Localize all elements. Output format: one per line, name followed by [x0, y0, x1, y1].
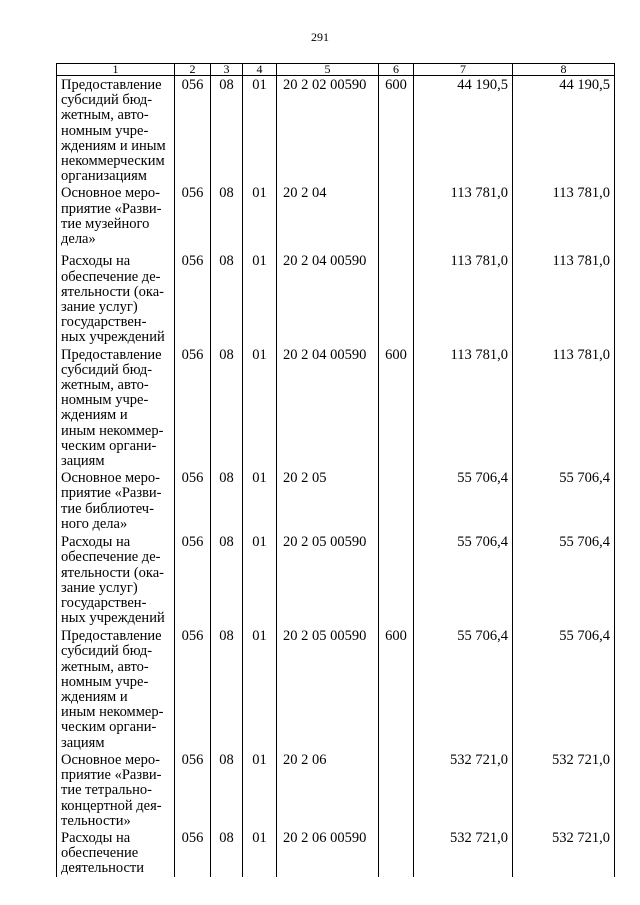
amount-col-7: 44 190,5: [414, 76, 513, 185]
ministry-code: 056: [175, 627, 211, 751]
page-number: 291: [311, 30, 329, 44]
subsection-code: 01: [243, 533, 277, 627]
table-row: [57, 829, 615, 877]
table-row: [57, 751, 615, 829]
table-row: [57, 627, 615, 751]
target-item-code: 20 2 06 00590: [277, 829, 379, 877]
section-code: 08: [211, 76, 243, 185]
amount-col-8: 532 721,0: [513, 829, 615, 877]
column-header: 7: [414, 64, 513, 76]
table-row: [57, 533, 615, 627]
subsection-code: 01: [243, 469, 277, 533]
amount-col-7: 532 721,0: [414, 829, 513, 877]
expense-type-code: [379, 184, 414, 252]
section-code: 08: [211, 627, 243, 751]
subsection-code: 01: [243, 184, 277, 252]
expense-name-text: Предоставление субсидий бюд- жетным, авто- номным учре- ждениям и иным некоммер- ческим органи- зациям: [61, 628, 164, 751]
expense-type-code: [379, 751, 414, 829]
target-item-code: 20 2 04 00590: [277, 252, 379, 345]
section-code: 08: [211, 469, 243, 533]
table-row: [57, 252, 615, 345]
expense-type-code: 600: [379, 627, 414, 751]
table-row: [57, 346, 615, 470]
expense-name-text: Предоставление субсидий бюд- жетным, авто- номным учре- ждениям и иным некоммерческим организациям: [61, 77, 166, 185]
target-item-code: 20 2 02 00590: [277, 76, 379, 185]
amount-col-7: 113 781,0: [414, 252, 513, 345]
column-number-header: [57, 64, 615, 76]
target-item-code: 20 2 04 00590: [277, 346, 379, 470]
amount-col-8: 55 706,4: [513, 469, 615, 533]
ministry-code: 056: [175, 533, 211, 627]
table-row: [57, 469, 615, 533]
column-header: 1: [57, 64, 175, 76]
expense-name: [57, 469, 175, 533]
section-code: 08: [211, 829, 243, 877]
amount-col-7: 55 706,4: [414, 533, 513, 627]
ministry-code: 056: [175, 184, 211, 252]
expense-name-text: Расходы на обеспечение де- ятельности (ока- зание услуг) государствен- ных учреждений: [61, 253, 165, 346]
section-code: 08: [211, 751, 243, 829]
amount-col-7: 55 706,4: [414, 469, 513, 533]
expense-name: [57, 829, 175, 877]
expense-name: [57, 184, 175, 252]
subsection-code: 01: [243, 76, 277, 185]
amount-col-7: 113 781,0: [414, 346, 513, 470]
column-header: 3: [211, 64, 243, 76]
table-row: [57, 76, 615, 185]
ministry-code: 056: [175, 346, 211, 470]
amount-col-7: 113 781,0: [414, 184, 513, 252]
expense-type-code: [379, 252, 414, 345]
target-item-code: 20 2 05: [277, 469, 379, 533]
expense-type-code: 600: [379, 76, 414, 185]
column-header: 4: [243, 64, 277, 76]
expense-name-text: Основное меро- приятие «Разви- тие библиотеч- ного дела»: [61, 470, 162, 532]
target-item-code: 20 2 05 00590: [277, 533, 379, 627]
subsection-code: 01: [243, 346, 277, 470]
amount-col-7: 55 706,4: [414, 627, 513, 751]
ministry-code: 056: [175, 252, 211, 345]
expense-name: [57, 252, 175, 345]
subsection-code: 01: [243, 627, 277, 751]
ministry-code: 056: [175, 76, 211, 185]
amount-col-8: 532 721,0: [513, 751, 615, 829]
expense-type-code: [379, 533, 414, 627]
expense-name-text: Основное меро- приятие «Разви- тие музейного дела»: [61, 185, 162, 248]
subsection-code: 01: [243, 252, 277, 345]
expense-type-code: 600: [379, 346, 414, 470]
expense-name-text: Расходы на обеспечение де- ятельности (ока- зание услуг) государствен- ных учреждений: [61, 534, 165, 627]
amount-col-8: 113 781,0: [513, 184, 615, 252]
ministry-code: 056: [175, 829, 211, 877]
expense-name-text: Расходы на обеспечение деятельности: [61, 829, 145, 877]
table-row: [57, 184, 615, 252]
expense-name: [57, 751, 175, 829]
section-code: 08: [211, 252, 243, 345]
amount-col-8: 55 706,4: [513, 533, 615, 627]
subsection-code: 01: [243, 829, 277, 877]
ministry-code: 056: [175, 469, 211, 533]
amount-col-7: 532 721,0: [414, 751, 513, 829]
expense-name: [57, 76, 175, 185]
amount-col-8: 113 781,0: [513, 346, 615, 470]
subsection-code: 01: [243, 751, 277, 829]
column-header: 5: [277, 64, 379, 76]
column-header: 8: [513, 64, 615, 76]
expense-name-text: Предоставление субсидий бюд- жетным, авто- номным учре- ждениям и иным некоммер- ческим органи- зациям: [61, 346, 164, 470]
target-item-code: 20 2 06: [277, 751, 379, 829]
amount-col-8: 55 706,4: [513, 627, 615, 751]
section-code: 08: [211, 346, 243, 470]
column-header: 6: [379, 64, 414, 76]
target-item-code: 20 2 04: [277, 184, 379, 252]
expense-type-code: [379, 829, 414, 877]
amount-col-8: 44 190,5: [513, 76, 615, 185]
section-code: 08: [211, 533, 243, 627]
ministry-code: 056: [175, 751, 211, 829]
expense-name: [57, 346, 175, 470]
section-code: 08: [211, 184, 243, 252]
budget-table: [56, 63, 615, 877]
expense-type-code: [379, 469, 414, 533]
amount-col-8: 113 781,0: [513, 252, 615, 345]
target-item-code: 20 2 05 00590: [277, 627, 379, 751]
expense-name: [57, 627, 175, 751]
expense-name: [57, 533, 175, 627]
expense-name-text: Основное меро- приятие «Разви- тие тетрально- концертной дея- тельности»: [61, 751, 162, 829]
column-header: 2: [175, 64, 211, 76]
